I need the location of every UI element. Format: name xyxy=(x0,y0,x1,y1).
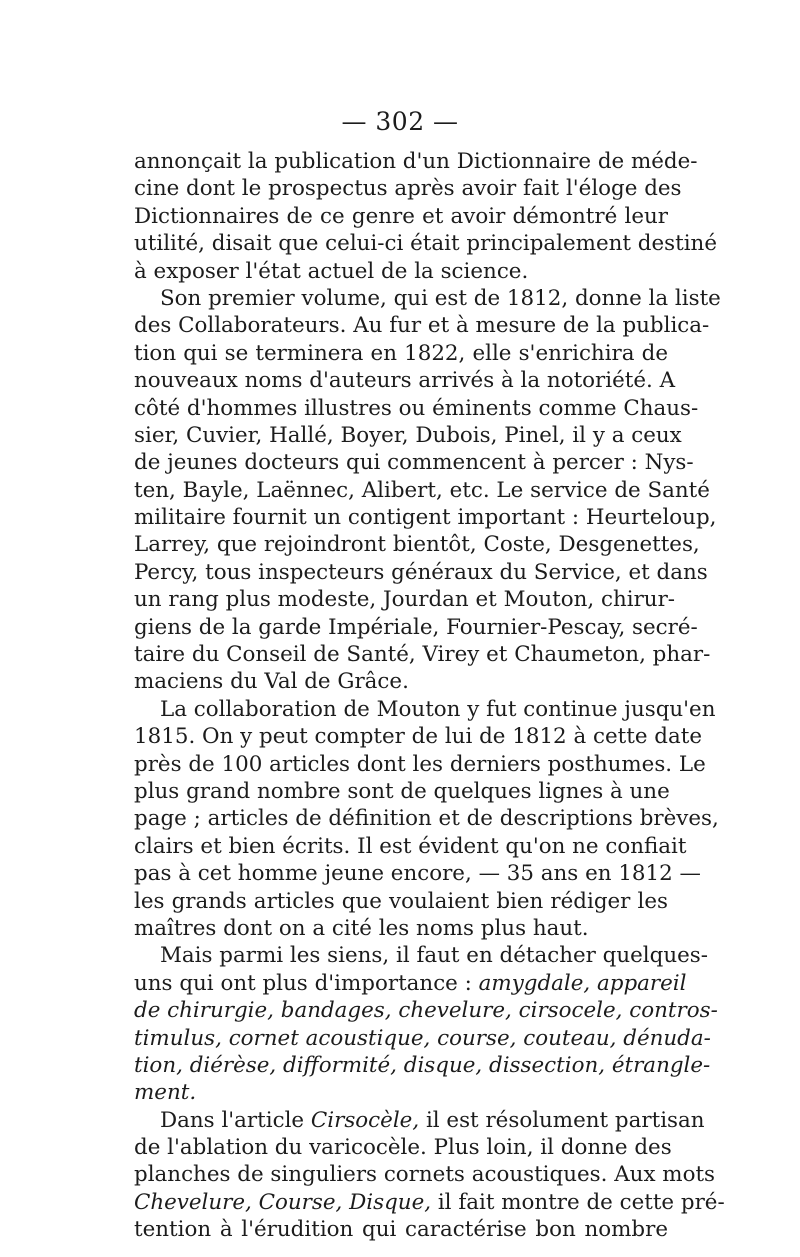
text-line: Dictionnaires de ce genre et avoir démontré leur xyxy=(134,203,668,229)
text-line xyxy=(134,970,687,997)
text-line: page ; articles de définition et de descriptions brèves, xyxy=(134,806,719,832)
text-run: uns qui ont plus d'importance : xyxy=(134,970,472,996)
italic-run: Cirsocèle, xyxy=(310,1107,420,1133)
text-line: des Collaborateurs. Au fur et à mesure de la publica- xyxy=(134,313,710,339)
text-line: planches de singuliers cornets acoustiques. Aux mots xyxy=(134,1162,716,1188)
text-line: un rang plus modeste, Jourdan et Mouton, chirur- xyxy=(134,587,676,613)
text-line: Son premier volume, qui est de 1812, donne la liste xyxy=(160,285,721,311)
text-line: à exposer l'état actuel de la science. xyxy=(134,258,529,284)
text-line: tion, diérèse, difformité, disque, dissection, étrangle- xyxy=(134,1052,711,1078)
text-line: de chirurgie, bandages, chevelure, cirsocele, contros- xyxy=(134,998,718,1024)
text-line: giens de la garde Impériale, Fournier-Pescay, secré- xyxy=(134,614,698,640)
text-line: maciens du Val de Grâce. xyxy=(134,669,409,695)
text-line: tention à l'érudition qui caractérise bon nombre xyxy=(134,1217,668,1243)
text-line: sier, Cuvier, Hallé, Boyer, Dubois, Pinel, il y a ceux xyxy=(134,422,682,448)
text-line: cine dont le prospectus après avoir fait l'éloge des xyxy=(134,176,682,202)
text-line: de jeunes docteurs qui commencent à percer : Nys- xyxy=(134,450,694,476)
text-line: taire du Conseil de Santé, Virey et Chaumeton, phar- xyxy=(134,642,711,668)
text-line: plus grand nombre sont de quelques lignes à une xyxy=(134,778,670,804)
text-run: Dans l'article xyxy=(160,1107,305,1133)
text-line: clairs et bien écrits. Il est évident qu'on ne confiait xyxy=(134,833,687,859)
text-line: pas à cet homme jeune encore, — 35 ans en 1812 — xyxy=(134,861,701,887)
text-line: utilité, disait que celui-ci était principalement destiné xyxy=(134,231,717,257)
text-line: de l'ablation du varicocèle. Plus loin, il donne des xyxy=(134,1135,672,1161)
body-text xyxy=(134,148,725,1244)
text-line xyxy=(134,1189,725,1216)
text-line: ment. xyxy=(134,1080,197,1106)
text-line: ten, Bayle, Laënnec, Alibert, etc. Le service de Santé xyxy=(134,477,710,503)
text-run: il fait montre de cette pré- xyxy=(437,1189,725,1215)
text-line: Mais parmi les siens, il faut en détacher quelques- xyxy=(160,943,708,969)
text-run: il est résolument partisan xyxy=(425,1107,705,1133)
text-line: les grands articles que voulaient bien rédiger les xyxy=(134,888,668,914)
text-line: nouveaux noms d'auteurs arrivés à la notoriété. A xyxy=(134,368,676,394)
text-line: 1815. On y peut compter de lui de 1812 à cette date xyxy=(134,724,703,750)
text-line: annonçait la publication d'un Dictionnaire de méde- xyxy=(134,149,698,174)
page-number: — 302 — xyxy=(341,107,459,136)
text-line: Percy, tous inspecteurs généraux du Service, et dans xyxy=(134,559,708,585)
text-line: timulus, cornet acoustique, course, couteau, dénuda- xyxy=(134,1025,711,1051)
text-line: La collaboration de Mouton y fut continue jusqu'en xyxy=(160,696,716,722)
text-line: côté d'hommes illustres ou éminents comme Chaus- xyxy=(134,395,699,421)
text-line: près de 100 articles dont les derniers posthumes. Le xyxy=(134,751,706,777)
text-line: tion qui se terminera en 1822, elle s'enrichira de xyxy=(134,340,668,366)
italic-run: amygdale, appareil xyxy=(478,970,687,996)
text-line xyxy=(134,1107,705,1134)
italic-run: Chevelure, Course, Disque, xyxy=(134,1189,432,1215)
text-line: militaire fournit un contigent important : Heurteloup, xyxy=(134,505,717,531)
text-line: Larrey, que rejoindront bientôt, Coste, Desgenettes, xyxy=(134,532,700,558)
text-line: maîtres dont on a cité les noms plus haut. xyxy=(134,915,589,941)
